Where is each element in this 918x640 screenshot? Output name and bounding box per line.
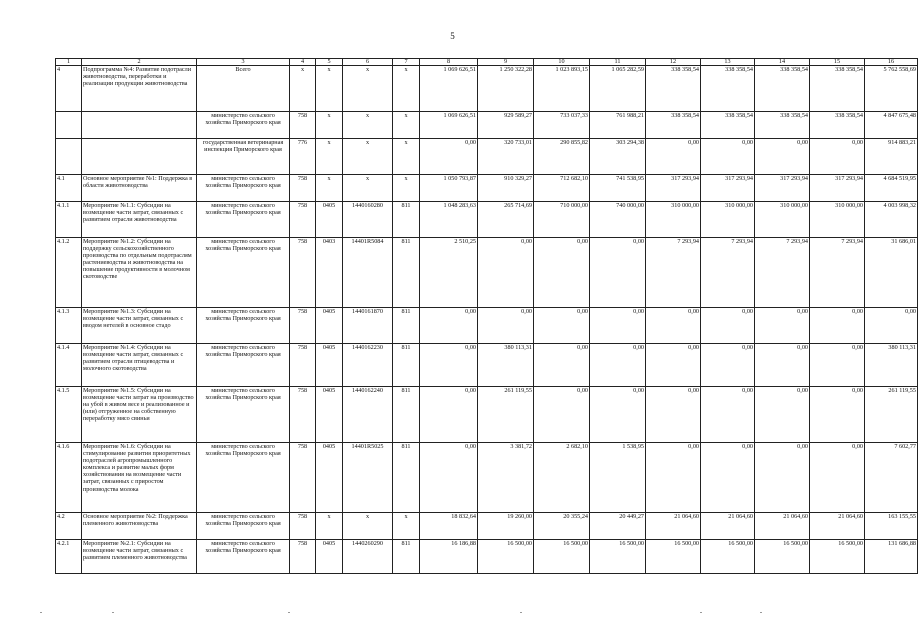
year-amount: 741 538,95 bbox=[590, 175, 646, 202]
column-number: 2 bbox=[82, 59, 197, 66]
executor: министерство сельского хозяйства Приморского края bbox=[197, 540, 290, 574]
year-amount: 1 050 793,87 bbox=[420, 175, 478, 202]
column-number: 11 bbox=[590, 59, 646, 66]
row-number: 4.1.4 bbox=[56, 344, 82, 387]
code-csr: 14401R5084 bbox=[343, 238, 393, 308]
total-cell: 4 847 675,48 bbox=[865, 112, 918, 139]
year-amount: 761 988,21 bbox=[590, 112, 646, 139]
code-csr: 1440160280 bbox=[343, 202, 393, 238]
year-amount: 1 250 322,28 bbox=[478, 66, 534, 112]
year-amount: 0,00 bbox=[534, 344, 590, 387]
year-amount: 712 682,10 bbox=[534, 175, 590, 202]
year-amount: 320 733,01 bbox=[478, 139, 534, 175]
year-amount: 317 293,94 bbox=[810, 175, 865, 202]
year-amount: 0,00 bbox=[701, 344, 755, 387]
table-row bbox=[56, 139, 918, 175]
table-row bbox=[56, 540, 918, 574]
code-csr: 1440260290 bbox=[343, 540, 393, 574]
row-number: 4.1.5 bbox=[56, 387, 82, 443]
row-number: 4.1 bbox=[56, 175, 82, 202]
year-amount: 310 000,00 bbox=[701, 202, 755, 238]
year-amount: 16 500,00 bbox=[701, 540, 755, 574]
activity-name: Мероприятие №1.6: Субсидии на стимулирование развития приоритетных подотраслей агропромышленного комплекса и развитие малых форм хозяйствования на возмещение части затрат, связанных с приростом производства молока bbox=[82, 443, 197, 513]
year-amount: 1 023 893,15 bbox=[534, 66, 590, 112]
column-number: 7 bbox=[393, 59, 420, 66]
year-amount: 0,00 bbox=[810, 344, 865, 387]
table-row bbox=[56, 308, 918, 344]
year-amount: 303 294,38 bbox=[590, 139, 646, 175]
bottom-scan-specks bbox=[0, 612, 905, 618]
year-amount: 0,00 bbox=[534, 308, 590, 344]
activity-name: Подпрограмма №4: Развитие подотрасли животноводства, переработки и реализации продукции животноводства bbox=[82, 66, 197, 112]
year-amount: 0,00 bbox=[646, 139, 701, 175]
executor: министерство сельского хозяйства Приморского края bbox=[197, 175, 290, 202]
year-amount: 338 358,54 bbox=[810, 66, 865, 112]
row-number: 4.1.6 bbox=[56, 443, 82, 513]
row-number bbox=[56, 112, 82, 139]
year-amount: 929 589,27 bbox=[478, 112, 534, 139]
activity-name: Мероприятие №1.4: Субсидии на возмещение части затрат, связанных с развитием отрасли птицеводства и молочного скотоводства bbox=[82, 344, 197, 387]
year-amount: 0,00 bbox=[590, 308, 646, 344]
column-number: 12 bbox=[646, 59, 701, 66]
code-csr: 1440162240 bbox=[343, 387, 393, 443]
year-amount: 0,00 bbox=[810, 308, 865, 344]
total-cell: 0,00 bbox=[865, 308, 918, 344]
year-amount: 0,00 bbox=[646, 387, 701, 443]
year-amount: 0,00 bbox=[478, 238, 534, 308]
year-amount: 0,00 bbox=[810, 139, 865, 175]
activity-name bbox=[82, 139, 197, 175]
year-amount: 20 355,24 bbox=[534, 513, 590, 540]
row-number: 4.1.1 bbox=[56, 202, 82, 238]
year-amount: 7 293,94 bbox=[646, 238, 701, 308]
year-amount: 0,00 bbox=[420, 308, 478, 344]
scan-speck bbox=[700, 612, 702, 613]
code-vr: 811 bbox=[393, 344, 420, 387]
activity-name: Основное мероприятие №1: Поддержка в области животноводства bbox=[82, 175, 197, 202]
code-rzpr: х bbox=[316, 513, 343, 540]
year-amount: 0,00 bbox=[590, 387, 646, 443]
scan-speck bbox=[288, 612, 290, 613]
code-vr: х bbox=[393, 139, 420, 175]
executor: министерство сельского хозяйства Приморского края bbox=[197, 513, 290, 540]
code-csr: х bbox=[343, 66, 393, 112]
code-rzpr: х bbox=[316, 112, 343, 139]
executor: министерство сельского хозяйства Приморского края bbox=[197, 202, 290, 238]
budget-table bbox=[55, 58, 918, 574]
table-row bbox=[56, 202, 918, 238]
year-amount: 7 293,94 bbox=[755, 238, 810, 308]
year-amount: 733 037,33 bbox=[534, 112, 590, 139]
column-number: 4 bbox=[290, 59, 316, 66]
code-rzpr: 0405 bbox=[316, 202, 343, 238]
year-amount: 0,00 bbox=[701, 308, 755, 344]
code-vr: х bbox=[393, 513, 420, 540]
column-number: 9 bbox=[478, 59, 534, 66]
year-amount: 0,00 bbox=[755, 387, 810, 443]
year-amount: 0,00 bbox=[534, 387, 590, 443]
code-rzpr: 0405 bbox=[316, 344, 343, 387]
code-csr: х bbox=[343, 513, 393, 540]
year-amount: 0,00 bbox=[810, 443, 865, 513]
code-vr: х bbox=[393, 66, 420, 112]
code-grbs: 758 bbox=[290, 202, 316, 238]
year-amount: 0,00 bbox=[701, 443, 755, 513]
year-amount: 21 064,60 bbox=[810, 513, 865, 540]
table-row bbox=[56, 443, 918, 513]
year-amount: 1 065 282,59 bbox=[590, 66, 646, 112]
year-amount: 380 113,31 bbox=[478, 344, 534, 387]
code-csr: х bbox=[343, 112, 393, 139]
year-amount: 0,00 bbox=[420, 387, 478, 443]
year-amount: 18 832,64 bbox=[420, 513, 478, 540]
code-rzpr: 0405 bbox=[316, 387, 343, 443]
executor: министерство сельского хозяйства Приморского края bbox=[197, 112, 290, 139]
year-amount: 338 358,54 bbox=[646, 112, 701, 139]
code-rzpr: х bbox=[316, 66, 343, 112]
year-amount: 261 119,55 bbox=[478, 387, 534, 443]
activity-name: Мероприятие №1.5: Субсидии на возмещение части затрат на производство на убой в живом весе и реализованное и (или) отгруженное на собственную переработку мясо свиньи bbox=[82, 387, 197, 443]
year-amount: 310 000,00 bbox=[810, 202, 865, 238]
column-number: 10 bbox=[534, 59, 590, 66]
code-csr: 14401R5025 bbox=[343, 443, 393, 513]
code-csr: 1440161870 bbox=[343, 308, 393, 344]
year-amount: 16 500,00 bbox=[810, 540, 865, 574]
year-amount: 710 000,00 bbox=[534, 202, 590, 238]
year-amount: 21 064,60 bbox=[646, 513, 701, 540]
year-amount: 317 293,94 bbox=[755, 175, 810, 202]
year-amount: 19 260,00 bbox=[478, 513, 534, 540]
code-vr: х bbox=[393, 112, 420, 139]
table-row bbox=[56, 66, 918, 112]
year-amount: 0,00 bbox=[646, 308, 701, 344]
table-row bbox=[56, 238, 918, 308]
year-amount: 1 048 283,63 bbox=[420, 202, 478, 238]
column-number: 16 bbox=[865, 59, 918, 66]
code-vr: 811 bbox=[393, 387, 420, 443]
code-vr: 811 bbox=[393, 443, 420, 513]
year-amount: 1 069 626,51 bbox=[420, 112, 478, 139]
row-number: 4 bbox=[56, 66, 82, 112]
year-amount: 0,00 bbox=[420, 443, 478, 513]
code-rzpr: 0403 bbox=[316, 238, 343, 308]
table-row bbox=[56, 175, 918, 202]
year-amount: 0,00 bbox=[590, 344, 646, 387]
table-row bbox=[56, 112, 918, 139]
year-amount: 0,00 bbox=[701, 139, 755, 175]
total-cell: 5 762 558,69 bbox=[865, 66, 918, 112]
year-amount: 740 000,00 bbox=[590, 202, 646, 238]
code-rzpr: х bbox=[316, 139, 343, 175]
year-amount: 16 500,00 bbox=[478, 540, 534, 574]
year-amount: 16 500,00 bbox=[590, 540, 646, 574]
year-amount: 2 510,25 bbox=[420, 238, 478, 308]
code-grbs: 776 bbox=[290, 139, 316, 175]
total-cell: 4 003 998,32 bbox=[865, 202, 918, 238]
activity-name: Мероприятие №1.2: Субсидии на поддержку сельскохозяйственного производства по отдельным подотраслям растениеводства и животноводства на повышение продуктивности в молочном скотоводстве bbox=[82, 238, 197, 308]
activity-name: Основное мероприятие №2: Поддержка племенного животноводства bbox=[82, 513, 197, 540]
year-amount: 2 682,10 bbox=[534, 443, 590, 513]
activity-name: Мероприятие №1.3: Субсидии на возмещение части затрат, связанных с вводом нетелей в основное стадо bbox=[82, 308, 197, 344]
year-amount: 21 064,60 bbox=[701, 513, 755, 540]
code-grbs: 758 bbox=[290, 540, 316, 574]
year-amount: 338 358,54 bbox=[755, 112, 810, 139]
code-vr: 811 bbox=[393, 202, 420, 238]
row-number bbox=[56, 139, 82, 175]
column-number: 3 bbox=[197, 59, 290, 66]
executor: министерство сельского хозяйства Приморского края bbox=[197, 387, 290, 443]
year-amount: 338 358,54 bbox=[646, 66, 701, 112]
scan-speck bbox=[40, 612, 42, 613]
code-csr: 1440162230 bbox=[343, 344, 393, 387]
activity-name: Мероприятие №2.1: Субсидии на возмещение части затрат, связанных с развитием племенного животноводства bbox=[82, 540, 197, 574]
year-amount: 265 714,69 bbox=[478, 202, 534, 238]
column-number: 14 bbox=[755, 59, 810, 66]
total-cell: 261 119,55 bbox=[865, 387, 918, 443]
code-grbs: 758 bbox=[290, 387, 316, 443]
code-rzpr: 0405 bbox=[316, 540, 343, 574]
code-grbs: 758 bbox=[290, 112, 316, 139]
executor: министерство сельского хозяйства Приморского края bbox=[197, 443, 290, 513]
code-grbs: 758 bbox=[290, 443, 316, 513]
year-amount: 16 186,88 bbox=[420, 540, 478, 574]
year-amount: 310 000,00 bbox=[646, 202, 701, 238]
year-amount: 3 381,72 bbox=[478, 443, 534, 513]
year-amount: 1 538,95 bbox=[590, 443, 646, 513]
row-number: 4.1.2 bbox=[56, 238, 82, 308]
executor: министерство сельского хозяйства Приморского края bbox=[197, 238, 290, 308]
code-rzpr: 0405 bbox=[316, 308, 343, 344]
total-cell: 7 602,77 bbox=[865, 443, 918, 513]
column-number: 5 bbox=[316, 59, 343, 66]
year-amount: 0,00 bbox=[755, 139, 810, 175]
year-amount: 0,00 bbox=[755, 443, 810, 513]
year-amount: 310 000,00 bbox=[755, 202, 810, 238]
year-amount: 317 293,94 bbox=[701, 175, 755, 202]
code-csr: х bbox=[343, 139, 393, 175]
total-cell: 914 883,21 bbox=[865, 139, 918, 175]
year-amount: 0,00 bbox=[755, 308, 810, 344]
code-grbs: 758 bbox=[290, 513, 316, 540]
year-amount: 338 358,54 bbox=[701, 112, 755, 139]
year-amount: 16 500,00 bbox=[646, 540, 701, 574]
table-row bbox=[56, 513, 918, 540]
year-amount: 338 358,54 bbox=[810, 112, 865, 139]
year-amount: 338 358,54 bbox=[701, 66, 755, 112]
page-number: 5 bbox=[450, 31, 455, 41]
year-amount: 0,00 bbox=[810, 387, 865, 443]
year-amount: 0,00 bbox=[420, 139, 478, 175]
header-row bbox=[56, 59, 918, 66]
year-amount: 7 293,94 bbox=[810, 238, 865, 308]
year-amount: 0,00 bbox=[478, 308, 534, 344]
column-number: 8 bbox=[420, 59, 478, 66]
executor: министерство сельского хозяйства Приморского края bbox=[197, 308, 290, 344]
year-amount: 7 293,94 bbox=[701, 238, 755, 308]
total-cell: 131 686,88 bbox=[865, 540, 918, 574]
code-vr: 811 bbox=[393, 540, 420, 574]
code-grbs: х bbox=[290, 66, 316, 112]
executor: государственная ветеринарная инспекция Приморского края bbox=[197, 139, 290, 175]
year-amount: 21 064,60 bbox=[755, 513, 810, 540]
year-amount: 1 069 626,51 bbox=[420, 66, 478, 112]
code-rzpr: 0405 bbox=[316, 443, 343, 513]
year-amount: 0,00 bbox=[590, 238, 646, 308]
year-amount: 0,00 bbox=[534, 238, 590, 308]
code-vr: 811 bbox=[393, 238, 420, 308]
scan-speck bbox=[520, 612, 522, 613]
column-number: 6 bbox=[343, 59, 393, 66]
table-row bbox=[56, 387, 918, 443]
total-cell: 163 155,55 bbox=[865, 513, 918, 540]
year-amount: 317 293,94 bbox=[646, 175, 701, 202]
year-amount: 0,00 bbox=[420, 344, 478, 387]
code-rzpr: х bbox=[316, 175, 343, 202]
column-number: 15 bbox=[810, 59, 865, 66]
code-vr: х bbox=[393, 175, 420, 202]
year-amount: 20 449,27 bbox=[590, 513, 646, 540]
year-amount: 16 500,00 bbox=[534, 540, 590, 574]
activity-name bbox=[82, 112, 197, 139]
code-grbs: 758 bbox=[290, 238, 316, 308]
executor: Всего bbox=[197, 66, 290, 112]
row-number: 4.1.3 bbox=[56, 308, 82, 344]
year-amount: 0,00 bbox=[646, 344, 701, 387]
total-cell: 380 113,31 bbox=[865, 344, 918, 387]
table-row bbox=[56, 344, 918, 387]
row-number: 4.2 bbox=[56, 513, 82, 540]
code-csr: х bbox=[343, 175, 393, 202]
year-amount: 0,00 bbox=[646, 443, 701, 513]
scan-speck bbox=[760, 612, 762, 613]
scan-speck bbox=[112, 612, 114, 613]
year-amount: 910 329,27 bbox=[478, 175, 534, 202]
year-amount: 290 855,82 bbox=[534, 139, 590, 175]
year-amount: 338 358,54 bbox=[755, 66, 810, 112]
code-vr: 811 bbox=[393, 308, 420, 344]
year-amount: 0,00 bbox=[755, 344, 810, 387]
column-number: 13 bbox=[701, 59, 755, 66]
activity-name: Мероприятие №1.1: Субсидии на возмещение части затрат, связанных с развитием отрасли животноводства bbox=[82, 202, 197, 238]
code-grbs: 758 bbox=[290, 308, 316, 344]
total-cell: 31 686,01 bbox=[865, 238, 918, 308]
total-cell: 4 684 519,95 bbox=[865, 175, 918, 202]
row-number: 4.2.1 bbox=[56, 540, 82, 574]
column-number: 1 bbox=[56, 59, 82, 66]
executor: министерство сельского хозяйства Приморского края bbox=[197, 344, 290, 387]
year-amount: 0,00 bbox=[701, 387, 755, 443]
year-amount: 16 500,00 bbox=[755, 540, 810, 574]
code-grbs: 758 bbox=[290, 344, 316, 387]
code-grbs: 758 bbox=[290, 175, 316, 202]
